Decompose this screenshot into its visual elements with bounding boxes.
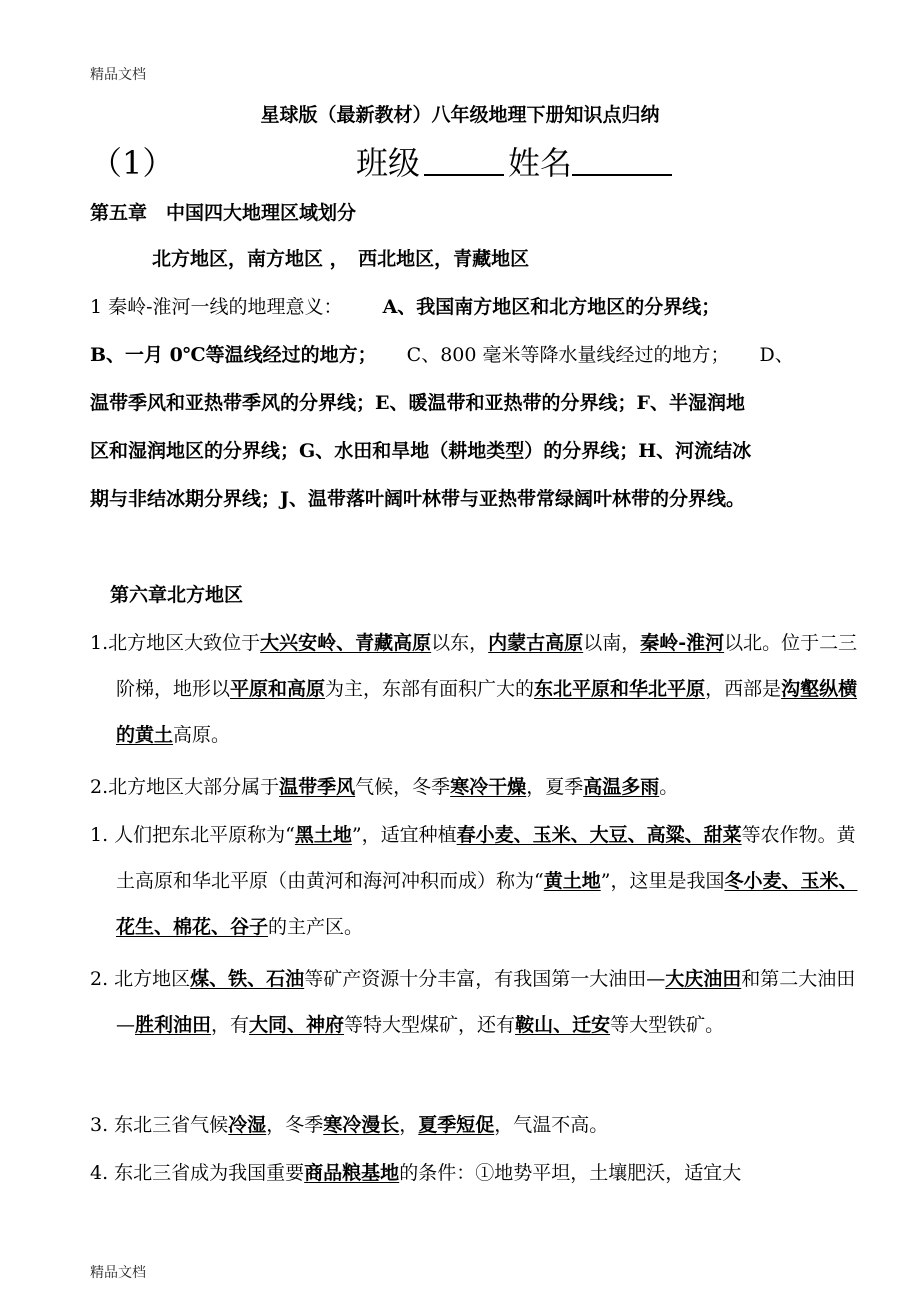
chapter6-paragraph-2: 2.北方地区大部分属于温带季风气候，冬季寒冷干燥，夏季高温多雨。 [90, 776, 679, 798]
qinling-point-c: C、800 毫米等降水量线经过的地方； [406, 344, 730, 366]
qinling-line3: 温带季风和亚热带季风的分界线；E、暖温带和亚热带的分界线；F、半湿润地 [90, 392, 745, 414]
page-header: 精品文档 [90, 67, 146, 83]
chapter6-paragraph-4: 2. 北方地区煤、铁、石油等矿产资源十分丰富，有我国第一大油田—大庆油田和第二大油田—胜利油田，有大同、神府等特大型煤矿，还有鞍山、迁安等大型铁矿。 [90, 968, 856, 1036]
chapter5-regions: 北方地区，南方地区 ， 西北地区，青藏地区 [152, 248, 530, 270]
qinling-intro: 1 秦岭-淮河一线的地理意义： [90, 296, 343, 318]
qinling-line4: 区和湿润地区的分界线；G、水田和旱地（耕地类型）的分界线；H、河流结冰 [90, 440, 752, 462]
chapter6-paragraph-5: 3. 东北三省气候冷湿，冬季寒冷漫长，夏季短促，气温不高。 [90, 1114, 609, 1136]
document-title: 星球版（最新教材）八年级地理下册知识点归纳 [260, 104, 660, 126]
chapter6-heading: 第六章北方地区 [110, 584, 244, 606]
class-blank [424, 138, 504, 176]
chapter5-heading: 第五章 中国四大地理区域划分 [90, 202, 357, 224]
page-footer: 精品文档 [90, 1265, 146, 1281]
chapter6-paragraph-3: 1. 人们把东北平原称为“黑土地”，适宜种植春小麦、玉米、大豆、高粱、甜菜等农作物。黄土高原和华北平原（由黄河和海河冲积而成）称为“黄土地”，这里是我国冬小麦、玉米、花生、棉花、谷子的主产区。 [90, 824, 858, 938]
class-label: 班级 [356, 144, 421, 182]
chapter6-paragraph-6: 4. 东北三省成为我国重要商品粮基地的条件：①地势平坦，土壤肥沃，适宜大 [90, 1162, 742, 1184]
qinling-line2 [90, 332, 835, 378]
name-label: 姓名 [508, 144, 573, 182]
qinling-point-a: A、我国南方地区和北方地区的分界线； [382, 296, 721, 318]
qinling-line5: 期与非结冰期分界线；J、温带落叶阔叶林带与亚热带常绿阔叶林带的分界线。 [90, 488, 745, 510]
qinling-point-b: B、一月 0℃等温线经过的地方； [90, 344, 377, 366]
class-name-line [90, 138, 830, 184]
qinling-point-d: D、 [759, 344, 794, 366]
chapter6-paragraph-1: 1.北方地区大致位于大兴安岭、青藏高原以东，内蒙古高原以南，秦岭-淮河以北。位于二三阶梯，地形以平原和高原为主，东部有面积广大的东北平原和华北平原，西部是沟壑纵横的黄土高原。 [90, 632, 858, 746]
class-name-fields [356, 138, 672, 184]
section-number: （1） [90, 144, 175, 182]
name-blank [572, 138, 672, 176]
qinling-line1 [90, 284, 835, 330]
